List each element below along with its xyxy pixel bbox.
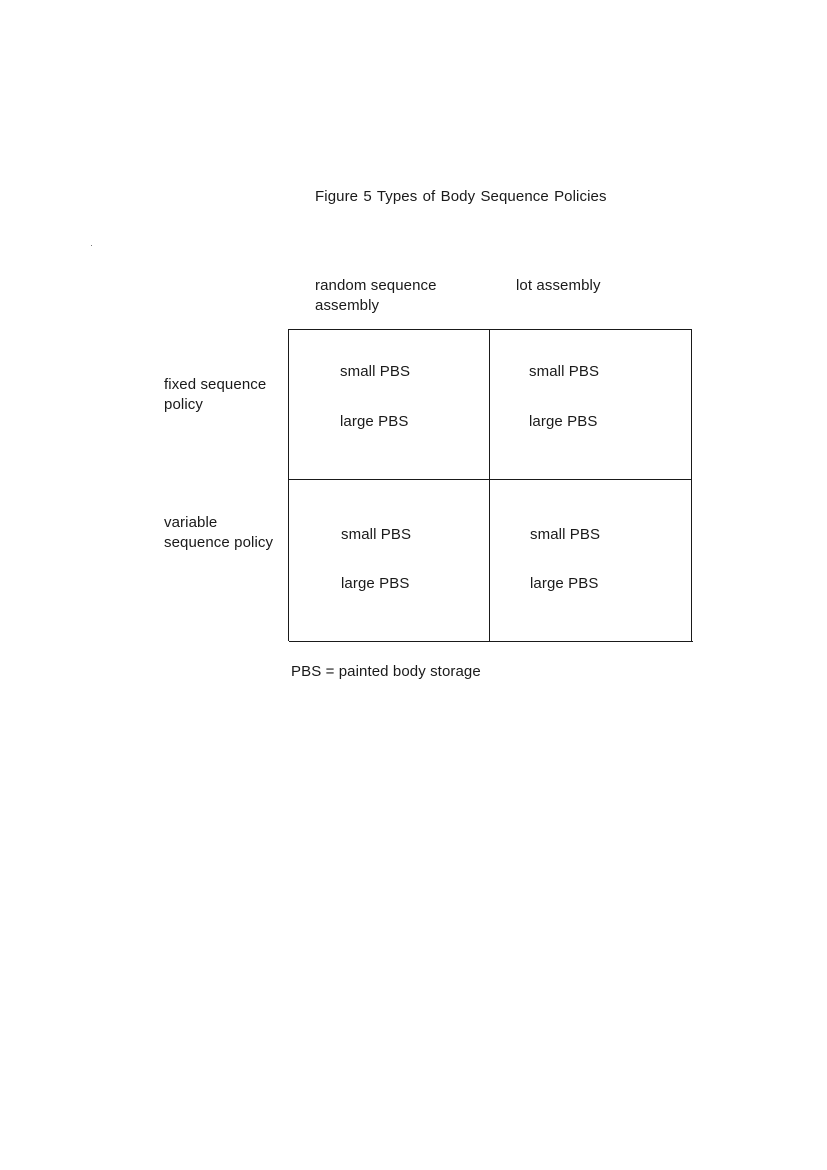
cell-fixed-random-large-pbs: large PBS [340, 413, 409, 430]
cell-variable-lot-large-pbs: large PBS [530, 575, 599, 592]
grid-bottom-border [289, 641, 693, 642]
footnote-pbs-definition: PBS = painted body storage [291, 663, 481, 680]
grid-left-border [288, 329, 289, 641]
column-header-random-sequence-assembly: random sequence assembly [315, 277, 437, 314]
row-header-variable-sequence-policy: variable sequence policy [164, 514, 274, 551]
row-header-fixed-sequence-policy: fixed sequence policy [164, 376, 267, 413]
grid-middle-vertical [489, 329, 490, 642]
grid-top-border [289, 329, 692, 330]
grid-right-border [691, 329, 692, 642]
cell-fixed-lot-large-pbs: large PBS [529, 413, 598, 430]
cell-fixed-lot-small-pbs: small PBS [529, 363, 600, 380]
figure-caption: Figure 5 Types of Body Sequence Policies [315, 188, 607, 205]
column-header-lot-assembly: lot assembly [516, 277, 601, 294]
cell-variable-lot-small-pbs: small PBS [530, 526, 601, 543]
cell-fixed-random-small-pbs: small PBS [340, 363, 411, 380]
scan-speck [91, 245, 92, 246]
cell-variable-random-large-pbs: large PBS [341, 575, 410, 592]
grid-middle-horizontal [289, 479, 692, 480]
cell-variable-random-small-pbs: small PBS [341, 526, 412, 543]
